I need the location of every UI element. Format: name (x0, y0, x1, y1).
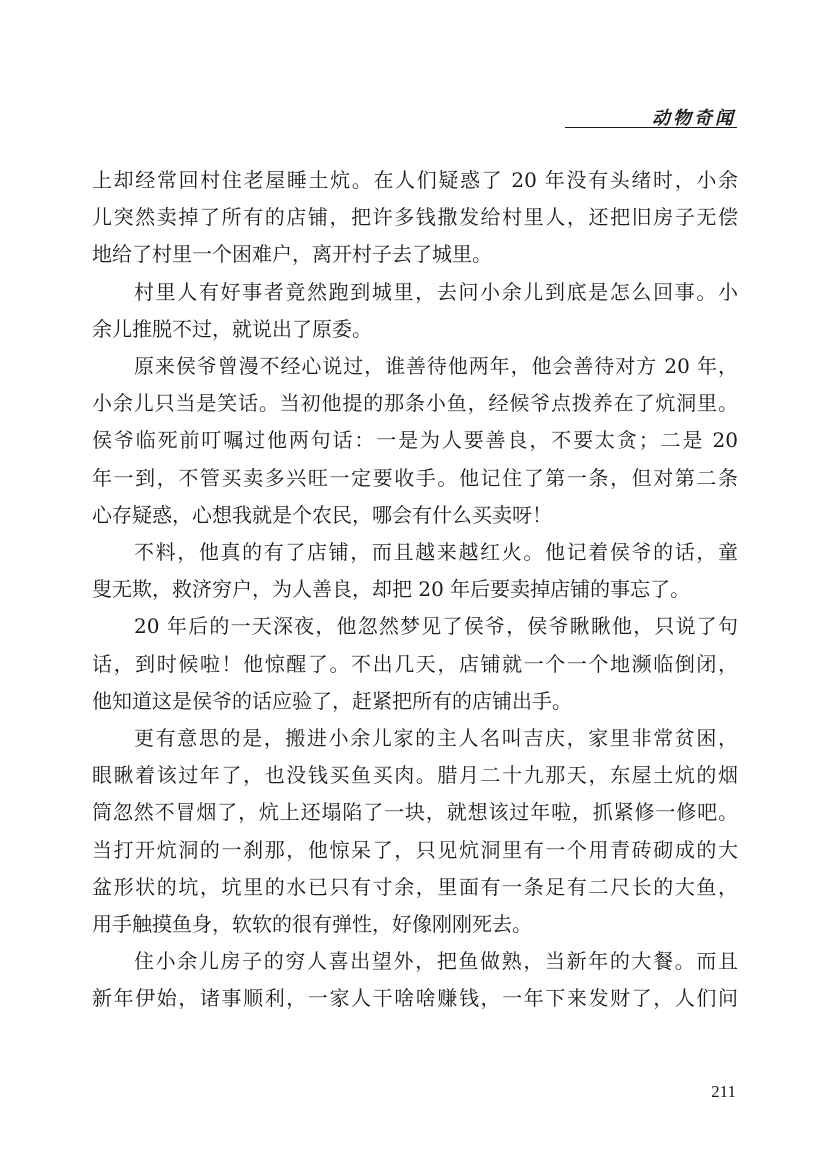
text-line: 当打开炕洞的一刹那，他惊呆了，只见炕洞里有一个用青砖砌成的大 (92, 837, 738, 862)
text-line: 盆形状的坑，坑里的水已只有寸余，里面有一条足有二尺长的大鱼， (92, 874, 738, 899)
text-line: 叟无欺，救济穷户，为人善良，却把 20 年后要卖掉店铺的事忘了。 (92, 577, 691, 602)
text-line: 筒忽然不冒烟了，炕上还塌陷了一块，就想该过年啦，抓紧修一修吧。 (92, 800, 738, 825)
body-text (92, 162, 738, 1018)
paragraph-6 (92, 720, 738, 943)
header-rule (565, 127, 737, 128)
text-line: 眼瞅着该过年了，也没钱买鱼买肉。腊月二十九那天，东屋土炕的烟 (92, 763, 738, 788)
text-line: 用手触摸鱼身，软软的很有弹性，好像刚刚死去。 (92, 912, 532, 937)
text-line: 新年伊始，诸事顺利，一家人干啥啥赚钱，一年下来发财了，人们问 (92, 986, 738, 1011)
page-number: 211 (711, 1082, 736, 1101)
text-line: 小余儿只当是笑话。当初他提的那条小鱼，经候爷点拨养在了炕洞里。 (92, 391, 738, 416)
text-line: 更有意思的是，搬进小余儿家的主人名叫吉庆，家里非常贫困， (134, 726, 738, 751)
text-line: 儿突然卖掉了所有的店铺，把许多钱撒发给村里人，还把旧房子无偿 (92, 205, 738, 230)
text-line: 村里人有好事者竟然跑到城里，去问小余儿到底是怎么回事。小 (134, 279, 738, 304)
text-line: 话，到时候啦！他惊醒了。不出几天，店铺就一个一个地濒临倒闭， (92, 651, 738, 676)
paragraph-7 (92, 943, 738, 1017)
text-line: 不料，他真的有了店铺，而且越来越红火。他记着侯爷的话，童 (134, 540, 738, 565)
text-line: 上却经常回村住老屋睡土炕。在人们疑惑了 20 年没有头绪时，小余 (92, 168, 738, 192)
text-line: 余儿推脱不过，就说出了原委。 (92, 316, 372, 341)
paragraph-5 (92, 608, 738, 720)
paragraph-3 (92, 348, 738, 534)
text-line: 心存疑惑，心想我就是个农民，哪会有什么买卖呀！ (92, 502, 552, 527)
running-header: 动物奇闻 (652, 108, 736, 129)
text-line: 年一到，不管买卖多兴旺一定要收手。他记住了第一条，但对第二条 (92, 465, 738, 490)
paragraph-2 (92, 274, 738, 348)
text-line: 住小余儿房子的穷人喜出望外，把鱼做熟，当新年的大餐。而且 (134, 949, 738, 974)
text-line: 原来侯爷曾漫不经心说过，谁善待他两年，他会善待对方 20 年， (134, 354, 738, 379)
paragraph-4 (92, 534, 738, 608)
text-line: 地给了村里一个困难户，离开村子去了城里。 (92, 242, 492, 267)
paragraph-1 (92, 162, 738, 274)
text-line: 他知道这是侯爷的话应验了，赶紧把所有的店铺出手。 (92, 688, 572, 713)
text-line: 侯爷临死前叮嘱过他两句话：一是为人要善良，不要太贪；二是 20 (92, 428, 738, 453)
text-line: 20 年后的一天深夜，他忽然梦见了侯爷，侯爷瞅瞅他，只说了句 (134, 614, 738, 639)
